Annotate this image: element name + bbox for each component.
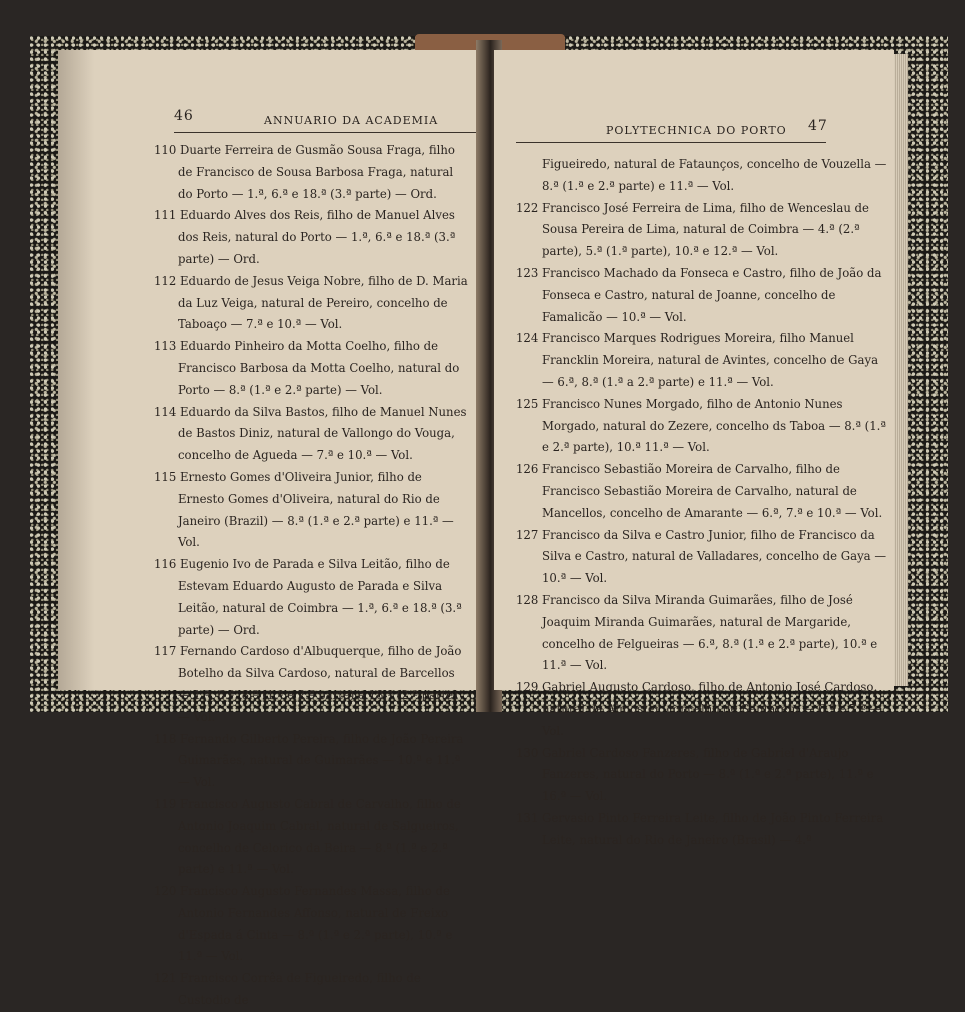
list-item: 119 Francisco Augusto Cabral de Carvalho, filho de Antonio Joaquim Cabral, natural de Salgueiros, concelho de Celorico da Beira — 8.ª (1.ª e 2.ª parte) e 11.ª — Vol. xyxy=(154,796,461,877)
header-rule xyxy=(516,142,826,143)
list-item: 111 Eduardo Alves dos Reis, filho de Manuel Alves dos Reis, natural do Porto — 1.ª, 6.ª e 18.ª (3.ª parte) — Ord. xyxy=(154,208,456,266)
list-item: 116 Eugenio Ivo de Parada e Silva Leitão, filho de Estevam Eduardo Augusto de Parada e Silva Leitão, natural de Coimbra — 1.ª, 6.ª e 18.ª (3.ª parte) — Ord. xyxy=(154,557,462,637)
list-item: 112 Eduardo de Jesus Veiga Nobre, filho de D. Maria da Luz Veiga, natural de Pereiro, concelho de Taboaço — 7.ª e 10.ª — Vol. xyxy=(154,273,468,332)
list-item: 129 Gabriel Augusto Cardoso, filho de Antonio José Cardoso, natural de Almoster, concelho de Santarem — 6.ª e 7.ª — Vol. xyxy=(516,680,882,738)
list-item: 117 Fernando Cardoso d'Albuquerque, filho de João Botelho da Silva Cardoso, natural de Barcellos — 1.ª, 6.ª, 8.ª (1.ª e 2.ª parte) e 18.ª (2.ª parte) — Vol. xyxy=(154,644,462,724)
header-rule xyxy=(174,132,484,133)
list-item: 130 Gabriel Cardoso Fanzeres, filho de Gabriel d'Araujo Fanzeres, natural do Porto — 8.ª (1.ª e 2.ª parte), 11.ª e 16.ª — Vol. xyxy=(516,745,874,804)
left-entry-list xyxy=(154,140,468,1012)
right-page-number: 47 xyxy=(808,118,828,134)
left-page-number: 46 xyxy=(174,108,194,124)
right-page xyxy=(494,50,894,847)
list-item: 126 Francisco Sebastião Moreira de Carvalho, filho de Francisco Sebastião Moreira de Carvalho, natural de Mancellos, concelho de Amarante — 6.ª, 7.ª e 10.ª — Vol. xyxy=(516,462,883,520)
list-item: 113 Eduardo Pinheiro da Motta Coelho, filho de Francisco Barbosa da Motta Coelho, natural do Porto — 8.ª (1.ª e 2.ª parte) — Vol. xyxy=(154,339,460,397)
right-page-header xyxy=(516,118,890,140)
list-item: 124 Francisco Marques Rodrigues Moreira, filho Manuel Francklin Moreira, natural de Avintes, concelho de Gaya — 6.ª, 8.ª (1.ª a 2.ª parte) e 11.ª — Vol. xyxy=(516,331,879,389)
list-item: 118 Fernando Gilberto Pereira, filho de João Pereira Guimarães, natural de Guimarães — 10.ª e 11.ª — Vol. xyxy=(154,731,464,790)
list-item: 125 Francisco Nunes Morgado, filho de Antonio Nunes Morgado, natural do Zezere, concelho ds Taboa — 8.ª (1.ª e 2.ª parte), 10.ª 11.ª — Vol. xyxy=(516,396,886,455)
list-item: 131 Gervasio Pinto Ferreira Leite, filho de João Pinto Ferreira Leite, natural do Rio de Janeiro (Brasil) — 4.ª xyxy=(516,810,884,847)
left-page-header xyxy=(154,108,468,130)
left-page xyxy=(58,50,488,1008)
list-item: 127 Francisco da Silva e Castro Junior, filho de Francisco da Silva e Castro, natural de Valladares, concelho de Gaya — 10.ª — Vol. xyxy=(516,527,887,586)
right-entry-list xyxy=(516,154,890,852)
continued-entry: Figueiredo, natural de Fataunços, concelho de Vouzella — 8.ª (1.ª e 2.ª parte) e 11.ª — Vol. xyxy=(542,157,887,193)
left-running-head: ANNUARIO DA ACADEMIA xyxy=(264,114,439,127)
list-item: 123 Francisco Machado da Fonseca e Castro, filho de João da Fonseca e Castro, natural de Joanne, concelho de Famalicão — 10.ª — Vol. xyxy=(516,265,882,324)
list-item: 110 Duarte Ferreira de Gusmão Sousa Fraga, filho de Francisco de Sousa Barbosa Fraga, natural do Porto — 1.ª, 6.ª e 18.ª (3.ª parte) — Ord. xyxy=(154,143,455,201)
list-item: 122 Francisco José Ferreira de Lima, filho de Wenceslau de Sousa Pereira de Lima, natural de Coimbra — 4.ª (2.ª parte), 5.ª (1.ª parte), 10.ª e 12.ª — Vol. xyxy=(516,200,869,259)
list-item: 128 Francisco da Silva Miranda Guimarães, filho de José Joaquim Miranda Guimarães, natural de Margaride, concelho de Felgueiras — 6.ª, 8.ª (1.ª e 2.ª parte), 10.ª e 11.ª — Vol. xyxy=(516,592,878,673)
list-item: 121 Francisco Corrêa de Figueiredo, filho de Custodio de xyxy=(154,971,421,1008)
list-item: 114 Eduardo da Silva Bastos, filho de Manuel Nunes de Bastos Diniz, natural de Vallongo do Vouga, concelho de Agueda — 7.ª e 10.ª — Vol. xyxy=(154,404,467,463)
list-item: 115 Ernesto Gomes d'Oliveira Junior, filho de Ernesto Gomes d'Oliveira, natural do Rio de Janeiro (Brazil) — 8.ª (1.ª e 2.ª parte) e 11.ª — Vol. xyxy=(154,469,454,550)
list-item: 120 Francisco Augusto Fernandes Massa, filho de Antonio Fernandes Affonso, natural de Freixo d'Espada á Cinta — 8.ª (1.ª e 2.ª parte), 10.ª e 11.ª — Vol. xyxy=(154,884,453,964)
right-running-head: POLYTECHNICA DO PORTO xyxy=(606,124,787,137)
